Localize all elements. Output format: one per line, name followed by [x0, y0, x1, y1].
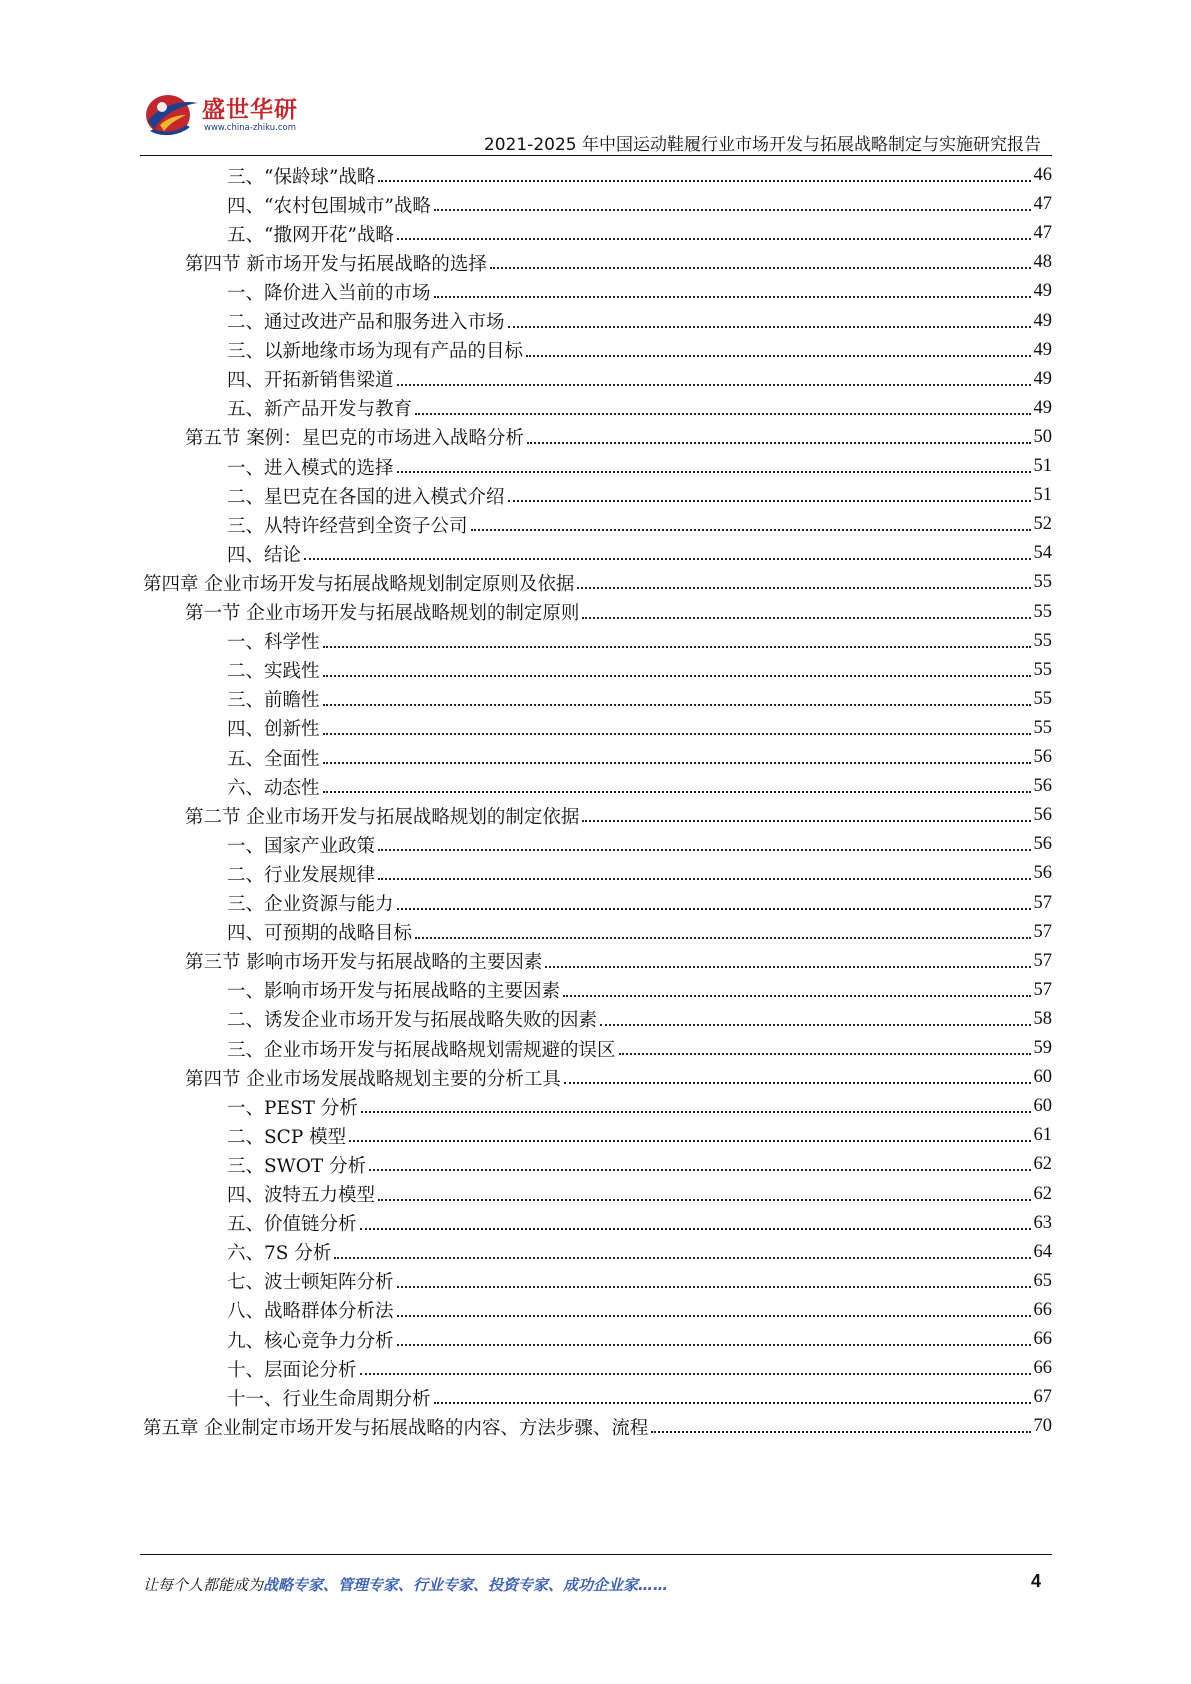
toc-dot-leader	[415, 936, 1030, 939]
toc-entry-label: 三、企业市场开发与拓展战略规划需规避的误区	[227, 1039, 616, 1061]
toc-entry-label: 九、核心竞争力分析	[227, 1330, 394, 1352]
toc-dot-leader	[582, 616, 1030, 619]
toc-entry[interactable]	[227, 480, 1052, 511]
toc-dot-leader	[360, 1227, 1031, 1230]
toc-dot-leader	[527, 441, 1031, 444]
toc-dot-leader	[508, 499, 1031, 502]
toc-entry-label: 第一节 企业市场开发与拓展战略规划的制定原则	[185, 603, 580, 624]
toc-dot-leader	[369, 1168, 1030, 1171]
toc-dot-leader	[619, 1052, 1031, 1055]
toc-entry-label: 一、科学性	[227, 632, 320, 654]
toc-dot-leader	[397, 1314, 1031, 1317]
toc-dot-leader	[378, 848, 1030, 851]
toc-entry-label: 五、全面性	[227, 748, 320, 770]
logo-emblem-icon	[140, 85, 204, 145]
toc-entry[interactable]	[227, 335, 1052, 366]
toc-entry-page: 56	[1033, 863, 1052, 884]
toc-entry-label: 二、星巴克在各国的进入模式介绍	[227, 486, 505, 508]
toc-dot-leader	[378, 1198, 1030, 1201]
toc-dot-leader	[434, 295, 1031, 298]
toc-entry-page: 55	[1033, 572, 1052, 593]
toc-entry[interactable]	[227, 742, 1052, 773]
toc-entry[interactable]	[227, 771, 1052, 802]
toc-entry-page: 63	[1033, 1212, 1052, 1233]
toc-entry[interactable]	[227, 276, 1052, 307]
toc-entry[interactable]	[227, 1353, 1052, 1384]
page-number: 4	[1030, 1571, 1041, 1591]
toc-dot-leader	[323, 674, 1031, 677]
toc-entry[interactable]	[227, 1237, 1052, 1268]
toc-entry[interactable]	[185, 597, 1052, 628]
toc-entry-label: 八、战略群体分析法	[227, 1301, 394, 1323]
toc-entry[interactable]	[227, 1324, 1052, 1355]
toc-entry[interactable]	[185, 946, 1052, 977]
toc-entry[interactable]	[185, 422, 1052, 453]
toc-entry-label: 一、PEST 分析	[227, 1097, 358, 1119]
toc-entry-label: 二、SCP 模型	[227, 1126, 347, 1148]
toc-entry[interactable]	[227, 218, 1052, 249]
toc-dot-leader	[304, 557, 1030, 560]
toc-entry-label: 第四节 企业市场发展战略规划主要的分析工具	[185, 1068, 561, 1090]
toc-entry-page: 46	[1033, 165, 1052, 185]
toc-entry[interactable]	[185, 800, 1052, 831]
toc-entry-page: 56	[1033, 805, 1052, 826]
toc-entry-label: 十、层面论分析	[227, 1359, 357, 1381]
toc-entry-label: 十一、行业生命周期分析	[227, 1388, 431, 1410]
toc-entry-label: 三、以新地缘市场为现有产品的目标	[227, 341, 524, 363]
toc-entry[interactable]	[227, 1295, 1052, 1326]
toc-entry[interactable]	[227, 1266, 1052, 1297]
toc-entry-page: 51	[1033, 485, 1052, 506]
brand-name: 盛世华研	[202, 97, 298, 123]
toc-entry-page: 49	[1033, 281, 1052, 302]
toc-dot-leader	[415, 412, 1030, 415]
toc-entry-label: 四、开拓新销售梁道	[227, 370, 394, 392]
toc-entry[interactable]	[227, 306, 1052, 337]
toc-dot-leader	[360, 1372, 1031, 1375]
brand-url: www.china-zhiku.com	[204, 123, 296, 133]
toc-entry-label: 一、影响市场开发与拓展战略的主要因素	[227, 981, 561, 1003]
toc-dot-leader	[397, 1343, 1031, 1346]
toc-entry-label: 第四节 新市场开发与拓展战略的选择	[185, 253, 487, 275]
toc-entry[interactable]	[227, 393, 1052, 424]
toc-entry-page: 60	[1033, 1096, 1052, 1117]
toc-entry-page: 65	[1033, 1270, 1052, 1291]
toc-entry-page: 54	[1033, 543, 1052, 564]
toc-entry-page: 47	[1033, 194, 1052, 215]
toc-entry-label: 二、通过改进产品和服务进入市场	[227, 312, 505, 333]
toc-entry-page: 64	[1033, 1241, 1052, 1262]
toc-entry-label: 四、波特五力模型	[227, 1185, 376, 1206]
toc-entry-label: 六、7S 分析	[227, 1243, 332, 1265]
toc-entry-label: 四、结论	[227, 544, 302, 566]
toc-dot-leader	[508, 325, 1031, 328]
toc-entry-page: 56	[1033, 747, 1052, 767]
toc-dot-leader	[564, 1081, 1031, 1084]
toc-dot-leader	[397, 1285, 1031, 1288]
toc-entry-page: 48	[1033, 252, 1052, 273]
toc-entry-page: 66	[1033, 1329, 1052, 1349]
toc-entry[interactable]	[227, 160, 1052, 191]
toc-entry-label: 三、企业资源与能力	[227, 894, 394, 915]
footer-slogan-highlight: 战略专家、管理专家、行业专家、投资专家、成功企业家……	[263, 1576, 669, 1594]
toc-entry[interactable]	[227, 1004, 1052, 1035]
toc-entry-label: 一、国家产业政策	[227, 835, 376, 857]
toc-entry[interactable]	[227, 1033, 1052, 1064]
toc-entry-page: 49	[1033, 339, 1052, 360]
footer-slogan-prefix: 让每个人都能成为	[143, 1576, 264, 1594]
toc-entry-page: 59	[1033, 1038, 1052, 1058]
toc-entry-page: 62	[1033, 1154, 1052, 1175]
toc-entry-page: 49	[1033, 368, 1052, 389]
toc-entry[interactable]	[227, 509, 1052, 540]
toc-entry-page: 49	[1033, 397, 1052, 418]
report-title: 2021-2025 年中国运动鞋履行业市场开发与拓展战略制定与实施研究报告	[483, 135, 1041, 155]
toc-entry-label: 四、可预期的战略目标	[227, 923, 413, 945]
toc-entry-page: 67	[1033, 1387, 1052, 1408]
toc-dot-leader	[577, 586, 1030, 589]
toc-dot-leader	[323, 732, 1031, 735]
toc-dot-leader	[378, 877, 1030, 880]
toc-dot-leader	[397, 470, 1031, 473]
toc-entry-label: 三、“保龄球”战略	[227, 166, 376, 188]
toc-dot-leader	[397, 907, 1031, 910]
toc-entry-label: 四、创新性	[227, 719, 320, 741]
toc-entry-page: 66	[1033, 1299, 1052, 1320]
toc-entry[interactable]	[227, 888, 1052, 919]
toc-entry[interactable]	[227, 189, 1052, 220]
toc-entry-label: 二、行业发展规律	[227, 864, 376, 886]
toc-entry-page: 57	[1033, 892, 1052, 913]
toc-dot-leader	[361, 1110, 1031, 1113]
toc-entry-label: 一、降价进入当前的市场	[227, 282, 431, 304]
toc-dot-leader	[651, 1430, 1030, 1433]
toc-entry[interactable]	[227, 858, 1052, 889]
toc-dot-leader	[323, 761, 1031, 764]
company-logo	[140, 85, 310, 145]
toc-dot-leader	[397, 237, 1031, 240]
toc-entry-page: 66	[1033, 1358, 1052, 1379]
toc-entry-label: 三、从特许经营到全资子公司	[227, 515, 468, 537]
toc-entry[interactable]	[227, 451, 1052, 482]
toc-dot-leader	[563, 994, 1030, 997]
toc-entry-label: 四、“农村包围城市”战略	[227, 195, 431, 217]
toc-dot-leader	[434, 208, 1031, 211]
toc-dot-leader	[378, 179, 1030, 182]
toc-entry-page: 57	[1033, 921, 1052, 942]
toc-entry[interactable]	[227, 538, 1052, 569]
toc-entry-page: 60	[1033, 1067, 1052, 1088]
toc-entry-page: 55	[1033, 601, 1052, 622]
page-header	[0, 0, 1191, 160]
toc-entry[interactable]	[227, 684, 1052, 715]
toc-dot-leader	[434, 1401, 1031, 1404]
toc-entry[interactable]	[227, 1120, 1052, 1151]
toc-entry-page: 51	[1033, 456, 1052, 476]
toc-entry[interactable]	[227, 626, 1052, 657]
toc-entry-page: 56	[1033, 776, 1052, 797]
toc-entry-label: 五、新产品开发与教育	[227, 399, 413, 421]
toc-entry-page: 55	[1033, 688, 1052, 709]
toc-entry[interactable]	[227, 829, 1052, 860]
toc-entry-page: 55	[1033, 717, 1052, 738]
toc-dot-leader	[323, 703, 1031, 706]
toc-entry-label: 第二节 企业市场开发与拓展战略规划的制定依据	[185, 806, 580, 828]
toc-entry[interactable]	[227, 655, 1052, 686]
toc-entry[interactable]	[143, 567, 1052, 598]
toc-entry-label: 七、波士顿矩阵分析	[227, 1272, 394, 1294]
toc-entry-label: 六、动态性	[227, 777, 320, 799]
toc-entry[interactable]	[227, 713, 1052, 744]
toc-entry-page: 57	[1033, 979, 1052, 1000]
toc-dot-leader	[582, 819, 1030, 822]
toc-entry-label: 一、进入模式的选择	[227, 457, 394, 479]
toc-entry[interactable]	[185, 247, 1052, 278]
toc-entry-page: 70	[1033, 1416, 1052, 1437]
toc-entry-label: 二、实践性	[227, 661, 320, 683]
toc-entry-page: 55	[1033, 630, 1052, 651]
toc-dot-leader	[600, 1023, 1030, 1026]
toc-entry[interactable]	[227, 1179, 1052, 1210]
toc-dot-leader	[526, 354, 1030, 357]
toc-entry-label: 五、价值链分析	[227, 1214, 357, 1236]
toc-entry-page: 62	[1033, 1183, 1052, 1204]
toc-entry-label: 三、前瞻性	[227, 690, 320, 712]
toc-dot-leader	[545, 965, 1030, 968]
toc-entry[interactable]	[227, 917, 1052, 948]
toc-entry-page: 61	[1033, 1125, 1052, 1146]
toc-dot-leader	[397, 383, 1031, 386]
toc-dot-leader	[349, 1139, 1030, 1142]
toc-dot-leader	[323, 790, 1031, 793]
toc-dot-leader	[490, 266, 1031, 269]
toc-dot-leader	[471, 528, 1031, 531]
toc-entry[interactable]	[227, 1091, 1052, 1122]
toc-entry-label: 第三节 影响市场开发与拓展战略的主要因素	[185, 952, 543, 974]
toc-entry[interactable]	[227, 1149, 1052, 1180]
toc-entry-page: 52	[1033, 514, 1052, 535]
header-divider	[140, 155, 1052, 156]
toc-entry-label: 三、SWOT 分析	[227, 1155, 367, 1177]
toc-entry-label: 第五章 企业制定市场开发与拓展战略的内容、方法步骤、流程	[143, 1417, 649, 1439]
toc-entry[interactable]	[185, 1062, 1052, 1093]
toc-entry-page: 55	[1033, 659, 1052, 680]
toc-dot-leader	[323, 645, 1031, 648]
footer-divider	[140, 1554, 1052, 1555]
toc-entry[interactable]	[227, 1208, 1052, 1239]
toc-entry-page: 47	[1033, 223, 1052, 244]
toc-entry[interactable]	[143, 1411, 1052, 1442]
toc-dot-leader	[334, 1256, 1030, 1259]
toc-entry[interactable]	[227, 1382, 1052, 1413]
toc-entry-page: 56	[1033, 834, 1052, 855]
toc-entry[interactable]	[227, 975, 1052, 1006]
toc-entry-label: 二、诱发企业市场开发与拓展战略失败的因素	[227, 1010, 598, 1032]
toc-entry-page: 49	[1033, 310, 1052, 331]
toc-entry-label: 第五节 案例：星巴克的市场进入战略分析	[185, 428, 524, 450]
toc-entry-page: 57	[1033, 950, 1052, 971]
toc-entry-label: 第四章 企业市场开发与拓展战略规划制定原则及依据	[143, 573, 575, 595]
footer-slogan	[143, 1574, 668, 1595]
toc-entry-page: 50	[1033, 426, 1052, 447]
toc-entry[interactable]	[227, 364, 1052, 395]
toc-entry-page: 58	[1033, 1008, 1052, 1029]
toc-entry-label: 五、“撒网开花”战略	[227, 224, 394, 246]
